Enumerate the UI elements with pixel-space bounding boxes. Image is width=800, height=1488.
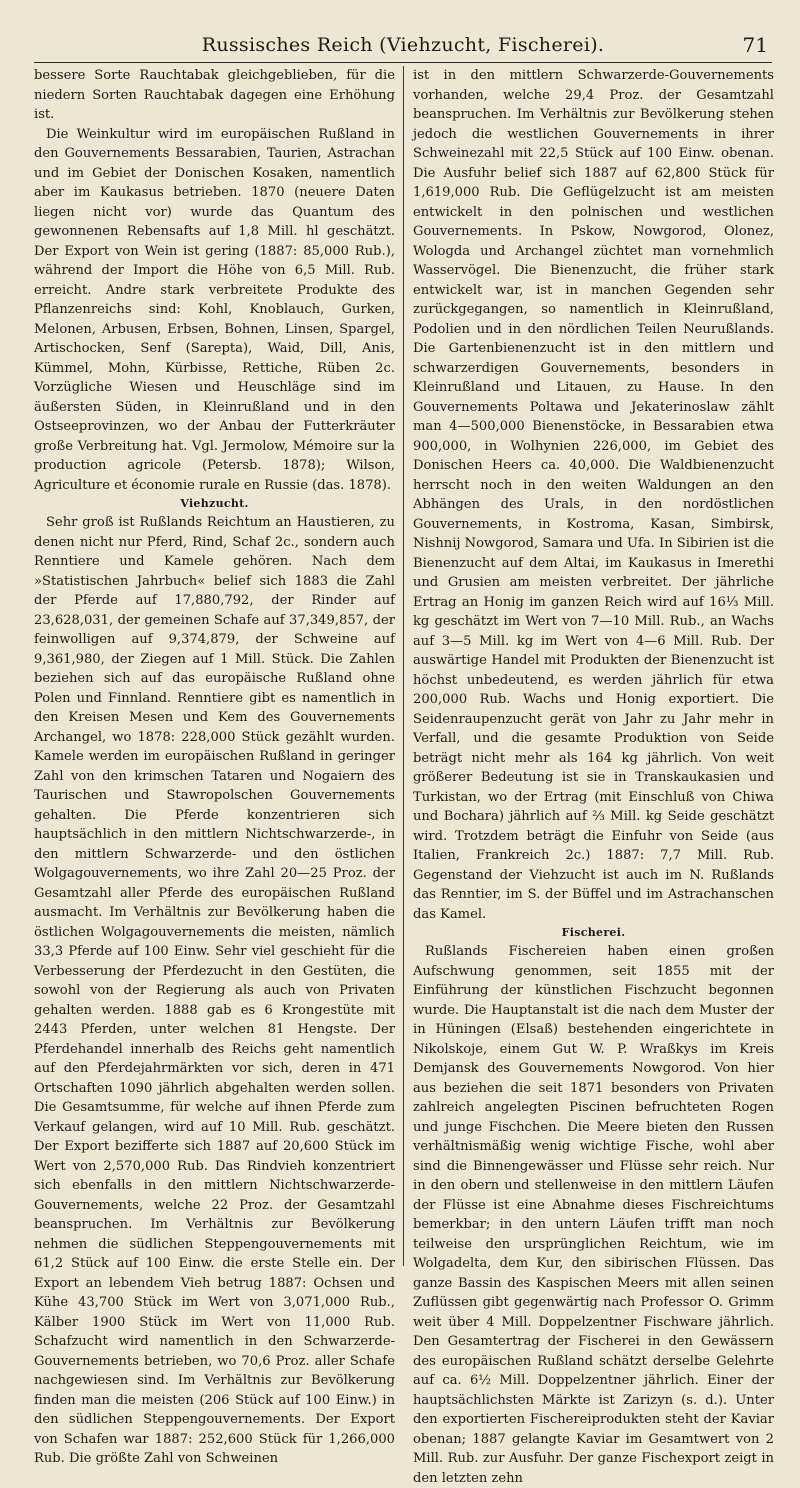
paragraph-viticulture: Die Weinkultur wird im europäischen Rußland in den Gouvernements Bessarabien, Taurien, Astrachan und im Gebiet der Donischen Kosaken, namentlich aber im Kaukasus betrieben. 1870 (neuere Daten liegen nicht vor) wurde das Quantum des gewonnenen Rebensafts auf 1,8 Mill. hl geschätzt. Der Export von Wein ist gering (1887: 85,000 Rub.), während der Import die Höhe von 6,5 Mill. Rub. erreicht. Andre stark verbreitete Produkte des Pflanzenreichs sind: Kohl, Knoblauch, Gurken, Melonen, Arbusen, Erbsen, Bohnen, Linsen, Spargel, Artischocken, Senf (Sarepta), Waid, Dill, Anis, Kümmel, Mohn, Kürbisse, Rettiche, Rüben 2c. Vorzügliche Wiesen und Heuschläge sind im äußersten Süden, in Kleinrußland und in den Ostseeprovinzen, wo der Anbau der Futterkräuter große Verbreitung hat. Vgl. Jermolow, Mémoire sur la production agricole (Petersb. 1878); Wilson, Agriculture et économie rurale en Russie (das. 1878). [34, 126, 395, 493]
column-divider [403, 66, 404, 1266]
section-heading-fishery: Fischerei. [561, 926, 626, 939]
right-column [413, 66, 774, 1486]
page-number: 71 [742, 33, 768, 57]
left-column [34, 66, 395, 1466]
page-title: Russisches Reich (Viehzucht, Fischerei). [201, 34, 605, 56]
paragraph-livestock: Sehr groß ist Rußlands Reichtum an Haustieren, zu denen nicht nur Pferd, Rind, Schaf 2c., sondern auch Renntiere und Kamele gehören. Nach dem »Statistischen Jahrbuch« belief sich 1883 die Zahl der Pferde auf 17,880,792, der Rinder auf 23,628,031, der gemeinen Schafe auf 37,349,857, der feinwolligen auf 9,374,879, der Schweine auf 9,361,980, der Ziegen auf 1 Mill. Stück. Die Zahlen beziehen sich auf das europäische Rußland ohne Polen und Finnland. Renntiere gibt es namentlich in den Kreisen Mesen und Kem des Gouvernements Archangel, wo 1878: 228,000 Stück gezählt wurden. Kamele werden im europäischen Rußland in geringer Zahl von den krimschen Tataren und Nogaiern des Taurischen und Stawropolschen Gouvernements gehalten. Die Pferde konzentrieren sich hauptsächlich in den mittlern Nichtschwarzerde-, in den mittlern Schwarzerde- und den östlichen Wolgagouvernements, wo ihre Zahl 20—25 Proz. der Gesamtzahl aller Pferde des europäischen Rußland ausmacht. Im Verhältnis zur Bevölkerung haben die östlichen Wolgagouvernements die meisten, nämlich 33,3 Pferde auf 100 Einw. Sehr viel geschieht für die Verbesserung der Pferdezucht in den Gestüten, die sowohl von der Regierung als auch von Privaten gehalten werden. 1888 gab es 6 Krongestüte mit 2443 Pferden, unter welchen 81 Hengste. Der Pferdehandel innerhalb des Reichs geht namentlich auf den Pferdejahrmärkten vor sich, deren in 471 Ortschaften 1090 jährlich abgehalten werden sollen. Die Gesamtsumme, für welche auf ihnen Pferde zum Verkauf gelangen, wird auf 10 Mill. Rub. geschätzt. Der Export bezifferte sich 1887 auf 20,600 Stück im Wert von 2,570,000 Rub. Das Rindvieh konzentriert sich ebenfalls in den mittlern Nichtschwarzerde-Gouvernements, welche 22 Proz. der Gesamtzahl beanspruchen. Im Verhältnis zur Bevölkerung nehmen die südlichen Steppengouvernements mit 61,2 Stück auf 100 Einw. die erste Stelle ein. Der Export an lebendem Vieh betrug 1887: Ochsen und Kühe 43,700 Stück im Wert von 3,071,000 Rub., Kälber 1900 Stück im Wert von 11,000 Rub. Schafzucht wird namentlich in den Schwarzerde-Gouvernements betrieben, wo 70,6 Proz. aller Schafe nachgewiesen sind. Im Verhältnis zur Bevölkerung finden man die meisten (206 Stück auf 100 Einw.) in den südlichen Steppengouvernements. Der Export von Schafen war 1887: 252,600 Stück für 1,266,000 Rub. Die größte Zahl von Schweinen [34, 515, 395, 1466]
running-header [34, 28, 772, 63]
paragraph-livestock-continued: ist in den mittlern Schwarzerde-Gouvernements vorhanden, welche 29,4 Proz. der Gesamtzahl beanspruchen. Im Verhältnis zur Bevölkerung stehen jedoch die westlichen Gouvernements in ihrer Schweinezahl mit 22,5 Stück auf 100 Einw. obenan. Die Ausfuhr belief sich 1887 auf 62,800 Stück für 1,619,000 Rub. Die Geflügelzucht ist am meisten entwickelt in den polnischen und westlichen Gouvernements. In Pskow, Nowgorod, Olonez, Wologda und Archangel züchtet man vornehmlich Wasservögel. Die Bienenzucht, die früher stark entwickelt war, ist in manchen Gegenden sehr zurückgegangen, so namentlich in Kleinrußland, Podolien und in den nördlichen Teilen Neurußlands. Die Gartenbienenzucht ist in den mittlern und schwarzerdigen Gouvernements, besonders in Kleinrußland und Litauen, zu Hause. In den Gouvernements Poltawa und Jekaterinoslaw zählt man 4—500,000 Bienenstöcke, in Bessarabien etwa 900,000, in Wolhynien 226,000, im Gebiet des Donischen Heers ca. 40,000. Die Waldbienenzucht herrscht noch in den weiten Waldungen an den Abhängen des Urals, in den nordöstlichen Gouvernements, in Kostroma, Kasan, Simbirsk, Nishnij Nowgorod, Samara und Ufa. In Sibirien ist die Bienenzucht auf dem Altai, im Kaukasus in Imerethi und Grusien am meisten verbreitet. Der jährliche Ertrag an Honig im ganzen Reich wird auf 16⅓ Mill. kg geschätzt im Wert von 7—10 Mill. Rub., an Wachs auf 3—5 Mill. kg im Wert von 4—6 Mill. Rub. Der auswärtige Handel mit Produkten der Bienenzucht ist höchst unbedeutend, es werden jährlich für etwa 200,000 Rub. Wachs und Honig exportiert. Die Seidenraupenzucht gerät von Jahr zu Jahr mehr in Verfall, und die gesamte Produktion von Seide beträgt nicht mehr als 164 kg jährlich. Von weit größerer Bedeutung ist sie in Transkaukasien und Turkistan, wo der Ertrag (mit Einschluß von Chiwa und Bochara) jährlich auf ⅔ Mill. kg Seide geschätzt wird. Trotzdem beträgt die Einfuhr von Seide (aus Italien, Frankreich 2c.) 1887: 7,7 Mill. Rub. Gegenstand der Viehzucht ist auch im N. Rußlands das Renntier, im S. der Büffel und im Astrachanschen das Kamel. [413, 68, 774, 922]
paragraph-tobacco-end: bessere Sorte Rauchtabak gleichgeblieben, für die niedern Sorten Rauchtabak dagegen eine Erhöhung ist. [34, 68, 395, 122]
paragraph-fishery: Rußlands Fischereien haben einen großen Aufschwung genommen, seit 1855 mit der Einführung der künstlichen Fischzucht begonnen wurde. Die Hauptanstalt ist die nach dem Muster der in Hüningen (Elsaß) bestehenden eingerichtete in Nikolskoje, einem Gut W. P. Wraßkys im Kreis Demjansk des Gouvernements Nowgorod. Von hier aus beziehen die seit 1871 besonders von Privaten zahlreich angelegten Piscinen befruchteten Rogen und junge Fischchen. Die Meere bieten den Russen verhältnismäßig wenig wichtige Fische, wohl aber sind die Binnengewässer und Flüsse sehr reich. Nur in den obern und stellenweise in den mittlern Läufen der Flüsse ist eine Abnahme dieses Fischreichtums bemerkbar; in den untern Läufen trifft man noch teilweise den ursprünglichen Reichtum, wie im Wolgadelta, dem Kur, den sibirischen Flüssen. Das ganze Bassin des Kaspischen Meers mit allen seinen Zuflüssen gibt gegenwärtig nach Professor O. Grimm weit über 4 Mill. Doppelzentner Fischware jährlich. Den Gesamtertrag der Fischerei in den Gewässern des europäischen Rußland schätzt derselbe Gelehrte auf ca. 6½ Mill. Doppelzentner jährlich. Einer der hauptsächlichsten Märkte ist Zarizyn (s. d.). Unter den exportierten Fischereiprodukten steht der Kaviar obenan; 1887 gelangte Kaviar im Gesamtwert von 2 Mill. Rub. zur Ausfuhr. Der ganze Fischexport zeigt in den letzten zehn [413, 944, 774, 1486]
section-heading-livestock: Viehzucht. [180, 497, 249, 510]
text-columns [34, 66, 776, 1486]
